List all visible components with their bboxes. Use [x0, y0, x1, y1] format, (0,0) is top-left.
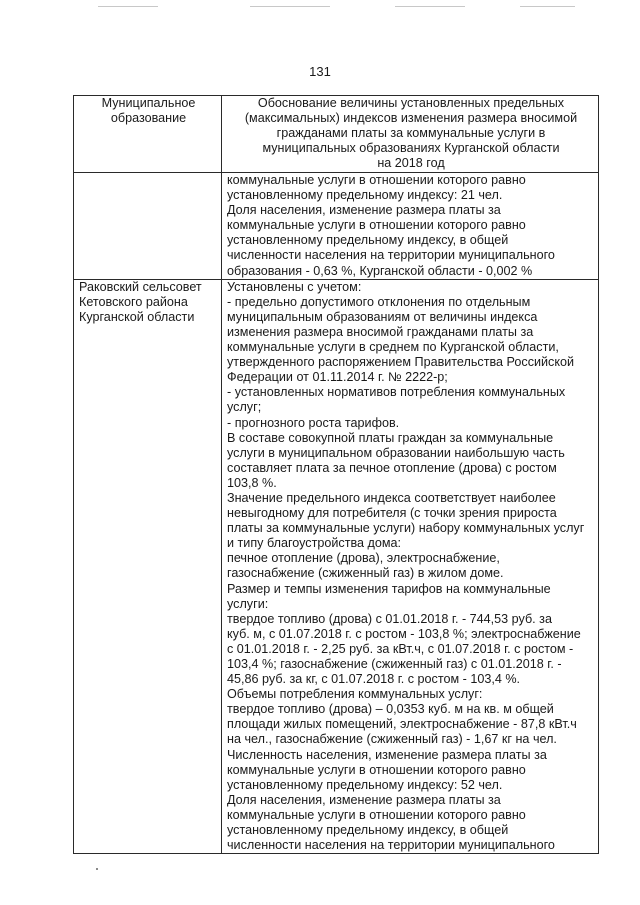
scan-artifact — [250, 6, 330, 7]
scan-artifact — [395, 6, 465, 7]
text-line: изменения размера вносимой гражданами платы за — [227, 324, 534, 339]
text-line: Доля населения, изменение размера платы за — [227, 203, 501, 218]
cell-municipality — [74, 279, 222, 854]
text-line: на чел., газоснабжение (сжиженный газ) - 1,67 кг на чел. — [227, 732, 557, 747]
text-line: на 2018 год — [377, 156, 445, 171]
text-line: услуги в муниципальном образовании наибольшую часть — [227, 445, 565, 460]
text-line: коммунальные услуги в отношении которого равно — [227, 807, 526, 822]
table-header-row — [74, 96, 599, 173]
text-line: установленному предельному индексу: 52 чел. — [227, 777, 503, 792]
text-line: куб. м, с 01.07.2018 г. с ростом - 103,8 %; электроснабжение — [227, 626, 581, 641]
header-justification-text — [227, 96, 595, 171]
text-line: твердое топливо (дрова) с 01.01.2018 г. - 744,53 руб. за — [227, 611, 552, 626]
text-line: площади жилых помещений, электроснабжение - 87,8 кВт.ч — [227, 717, 577, 732]
text-line: муниципальным образованиям от величины индекса — [227, 309, 538, 324]
text-line: твердое топливо (дрова) – 0,0353 куб. м на кв. м общей — [227, 702, 554, 717]
text-line: (максимальных) индексов изменения размера вносимой — [244, 111, 578, 126]
text-line: невыгодному для потребителя (с точки зрения прироста — [227, 506, 557, 521]
scan-artifact — [520, 6, 575, 7]
text-line: - предельно допустимого отклонения по отдельным — [227, 294, 531, 309]
header-municipality-text — [79, 96, 218, 126]
text-line: муниципальных образованиях Курганской области — [262, 141, 560, 156]
text-line: установленному предельному индексу: 21 чел. — [227, 188, 503, 203]
text-line: Объемы потребления коммунальных услуг: — [227, 687, 483, 702]
text-line: утвержденного распоряжением Правительства Российской — [227, 355, 575, 370]
text-line: услуги: — [227, 596, 269, 611]
text-line: услуг; — [227, 400, 262, 415]
text-line: Курганской области — [79, 309, 195, 324]
text-line: с 01.01.2018 г. - 2,25 руб. за кВт.ч, с 01.07.2018 г. с ростом - — [227, 641, 574, 656]
text-line: - установленных нормативов потребления коммунальных — [227, 385, 566, 400]
text-line: 103,8 %. — [227, 475, 277, 490]
table-row — [74, 279, 599, 854]
text-line: численности населения на территории муниципального — [227, 838, 555, 853]
text-line: образование — [110, 111, 187, 126]
justification-table — [73, 95, 599, 854]
text-line: гражданами платы за коммунальные услуги в — [276, 126, 546, 141]
text-line: коммунальные услуги в среднем по Курганской области, — [227, 340, 559, 355]
text-line: Раковский сельсовет — [79, 279, 202, 294]
text-line: Муниципальное — [101, 96, 196, 110]
text-line: Кетовского района — [79, 294, 188, 309]
text-line: Доля населения, изменение размера платы за — [227, 792, 501, 807]
text-line: коммунальные услуги в отношении которого равно — [227, 173, 526, 187]
text-line: - прогнозного роста тарифов. — [227, 415, 400, 430]
text-line: коммунальные услуги в отношении которого равно — [227, 762, 526, 777]
text-line: коммунальные услуги в отношении которого равно — [227, 218, 526, 233]
scan-artifact — [98, 6, 158, 7]
text-line: печное отопление (дрова), электроснабжение, — [227, 551, 500, 566]
text-line: Численность населения, изменение размера платы за — [227, 747, 547, 762]
header-justification — [222, 96, 599, 173]
text-line: установленному предельному индексу, в общей — [227, 233, 509, 248]
cell-justification — [222, 279, 599, 854]
text-line: Установлены с учетом: — [227, 279, 362, 294]
text-line: составляет плата за печное отопление (дрова) с ростом — [227, 460, 557, 475]
text-line: и типу благоустройства дома: — [227, 536, 402, 551]
text-line: Размер и темпы изменения тарифов на коммунальные — [227, 581, 551, 596]
header-municipality — [74, 96, 222, 173]
text-line: газоснабжение (сжиженный газ) в жилом доме. — [227, 566, 504, 581]
page-number: 131 — [309, 64, 331, 79]
text-line: платы за коммунальные услуги) набору коммунальных услуг — [227, 521, 585, 536]
cell-justification-continued — [222, 173, 599, 280]
text-line: Значение предельного индекса соответствует наиболее — [227, 490, 556, 505]
text-line: Обоснование величины установленных предельных — [257, 96, 565, 110]
table-row — [74, 173, 599, 280]
text-line: численности населения на территории муниципального — [227, 248, 555, 263]
text-line: 103,4 %; газоснабжение (сжиженный газ) с 01.01.2018 г. - — [227, 657, 562, 671]
scan-speck — [96, 868, 98, 870]
text-line: В составе совокупной платы граждан за коммунальные — [227, 430, 554, 445]
text-line: установленному предельному индексу, в общей — [227, 823, 509, 838]
cell-municipality-empty — [74, 173, 222, 280]
text-line: образования - 0,63 %, Курганской области - 0,002 % — [227, 263, 533, 278]
text-line: Федерации от 01.11.2014 г. № 2222-р; — [227, 370, 448, 385]
text-line: 45,86 руб. за кг, с 01.07.2018 г. с ростом - 103,4 %. — [227, 672, 521, 687]
